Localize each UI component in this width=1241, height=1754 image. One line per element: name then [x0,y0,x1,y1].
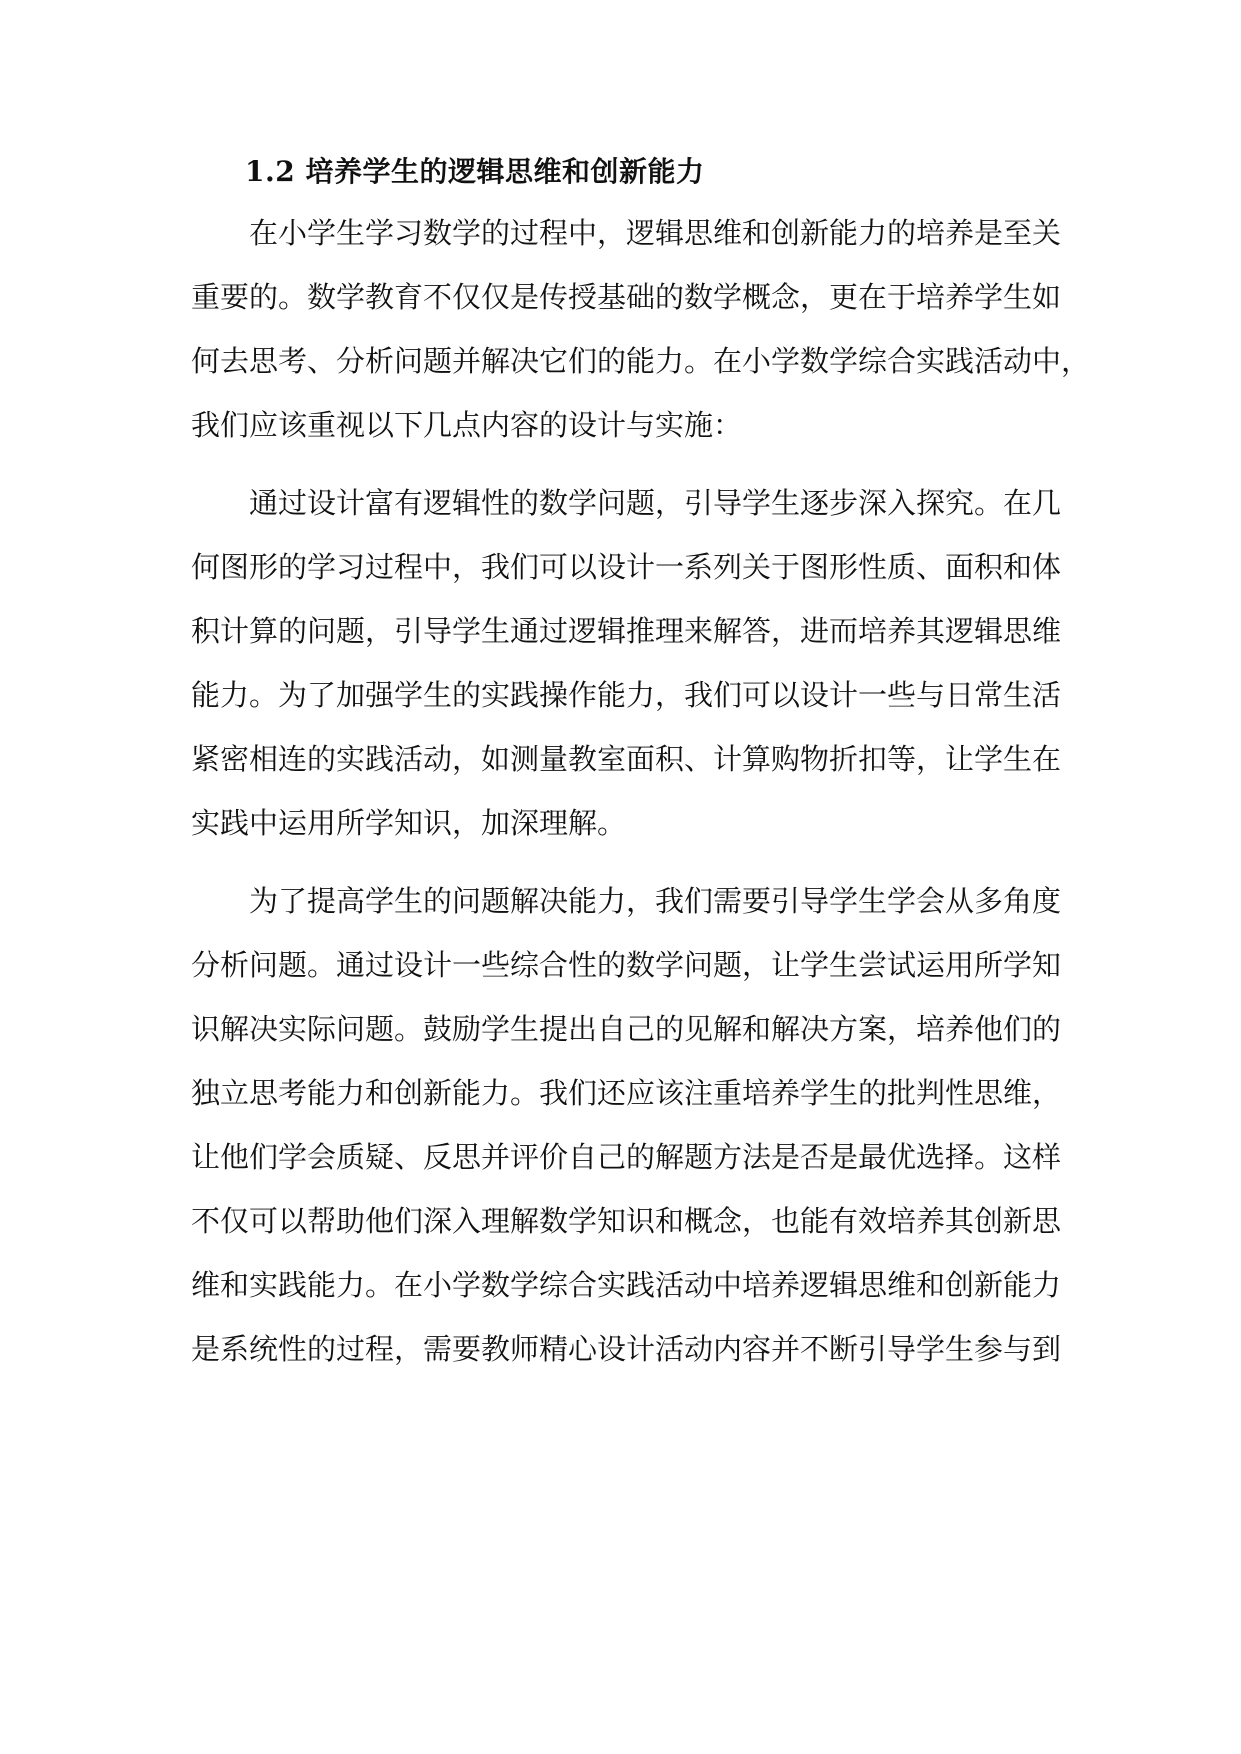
text-line: 在小学生学习数学的过程中，逻辑思维和创新能力的培养是至关 [249,216,1062,250]
text-line: 积计算的问题，引导学生通过逻辑推理来解答，进而培养其逻辑思维 [191,614,1062,648]
text-line: 不仅可以帮助他们深入理解数学知识和概念，也能有效培养其创新思 [191,1204,1062,1238]
text-line: 维和实践能力。在小学数学综合实践活动中培养逻辑思维和创新能力 [191,1268,1062,1302]
text-line: 通过设计富有逻辑性的数学问题，引导学生逐步深入探究。在几 [249,486,1062,520]
text-line: 能力。为了加强学生的实践操作能力，我们可以设计一些与日常生活 [191,678,1062,712]
text-line: 是系统性的过程，需要教师精心设计活动内容并不断引导学生参与到 [191,1332,1062,1366]
text-line: 何去思考、分析问题并解决它们的能力。在小学数学综合实践活动中， [191,344,1091,378]
text-line: 我们应该重视以下几点内容的设计与实施： [191,408,743,442]
text-line: 实践中运用所学知识，加深理解。 [191,806,627,840]
text-line: 让他们学会质疑、反思并评价自己的解题方法是否是最优选择。这样 [191,1140,1062,1174]
text-line: 紧密相连的实践活动，如测量教室面积、计算购物折扣等，让学生在 [191,742,1062,776]
text-line: 为了提高学生的问题解决能力，我们需要引导学生学会从多角度 [249,884,1062,918]
text-line: 独立思考能力和创新能力。我们还应该注重培养学生的批判性思维， [191,1076,1062,1110]
text-line: 重要的。数学教育不仅仅是传授基础的数学概念，更在于培养学生如 [191,280,1062,314]
text-line: 分析问题。通过设计一些综合性的数学问题，让学生尝试运用所学知 [191,948,1062,982]
section-heading: 1.2 培养学生的逻辑思维和创新能力 [245,155,705,188]
text-line: 何图形的学习过程中，我们可以设计一系列关于图形性质、面积和体 [191,550,1062,584]
text-line: 识解决实际问题。鼓励学生提出自己的见解和解决方案，培养他们的 [191,1012,1062,1046]
